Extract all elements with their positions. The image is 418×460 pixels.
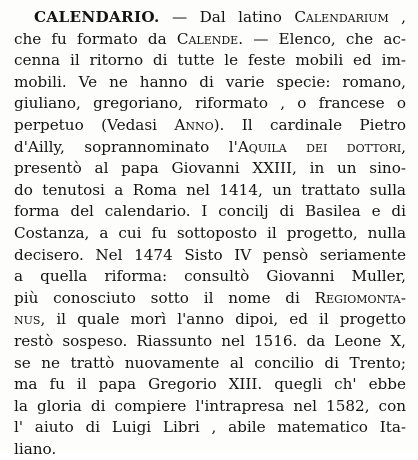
text-line: [14, 288, 406, 310]
text-segment: perpetuo (Vedasi: [14, 115, 175, 134]
text-line: [14, 137, 406, 159]
text-segment: cenna il ritorno di tutte le feste mobili ed im-: [14, 51, 406, 70]
text-line: [14, 115, 406, 137]
text-line: [14, 374, 406, 396]
text-segment: la gloria di compiere l'intrapresa nel 1582, con: [14, 396, 406, 415]
small-caps-term: Anno: [174, 115, 214, 134]
text-segment: restò sospeso. Riassunto nel 1516. da Leone X,: [14, 331, 406, 350]
text-segment: più conosciuto sotto il nome di: [14, 288, 315, 307]
text-segment: ma fu il papa Gregorio XIII. quegli ch' ebbe: [14, 375, 406, 394]
dictionary-entry-calendario: [14, 7, 406, 460]
text-segment: mobili. Ve ne hanno di varie specie: romano,: [14, 72, 406, 91]
text-line: [14, 93, 406, 115]
text-segment: Costanza, a cui fu sottoposto il progetto, nulla: [14, 223, 406, 242]
text-segment: — Dal latino: [159, 8, 295, 26]
text-segment: presentò al papa Giovanni XXIII, in un sino-: [14, 159, 406, 178]
small-caps-term: Regiomonta-: [314, 288, 406, 307]
text-segment: forma del calendario. I concilj di Basilea e di: [14, 202, 406, 221]
text-line: [14, 72, 406, 94]
text-line: [14, 439, 406, 460]
text-segment: ). Il cardinale Pietro: [213, 115, 407, 134]
small-caps-term: Calendarium: [294, 8, 389, 26]
text-line: [14, 309, 406, 331]
text-line: [14, 353, 406, 375]
text-line: [14, 7, 406, 29]
text-line: [14, 158, 406, 180]
text-segment: d'Ailly, soprannominato l': [14, 137, 238, 156]
text-segment: , il quale morì l'anno dipoi, ed il progetto: [40, 310, 406, 329]
text-line: [14, 29, 406, 51]
text-line: [14, 266, 406, 288]
text-line: [14, 50, 406, 72]
text-segment: ,: [388, 8, 406, 26]
text-segment: giuliano, gregoriano, riformato , o francese o: [14, 94, 406, 113]
entry-headword: CALENDARIO.: [34, 8, 160, 26]
text-segment: a quella riforma: consultò Giovanni Muller,: [14, 267, 406, 286]
text-line: [14, 331, 406, 353]
text-segment: decisero. Nel 1474 Sisto IV pensò seriamente: [14, 245, 406, 264]
text-line: [14, 396, 406, 418]
text-segment: . — Elenco, che ac-: [238, 29, 407, 48]
text-segment: ,: [401, 137, 406, 156]
small-caps-term: Aquila dei dottori: [237, 137, 402, 156]
text-segment: l' aiuto di Luigi Libri , abile matematico Ita-: [14, 418, 406, 437]
text-line: [14, 417, 406, 439]
text-line: [14, 180, 406, 202]
text-segment: se ne trattò nuovamente al concilio di Trento;: [14, 353, 406, 372]
text-line: [14, 201, 406, 223]
text-line: [14, 223, 406, 245]
small-caps-term: Calende: [176, 29, 239, 48]
text-segment: do tenutosi a Roma nel 1414, un trattato sulla: [14, 180, 406, 199]
small-caps-term: nus: [14, 310, 41, 329]
text-segment: che fu formato da: [14, 29, 177, 48]
text-segment: liano.: [14, 439, 57, 458]
text-line: [14, 245, 406, 267]
